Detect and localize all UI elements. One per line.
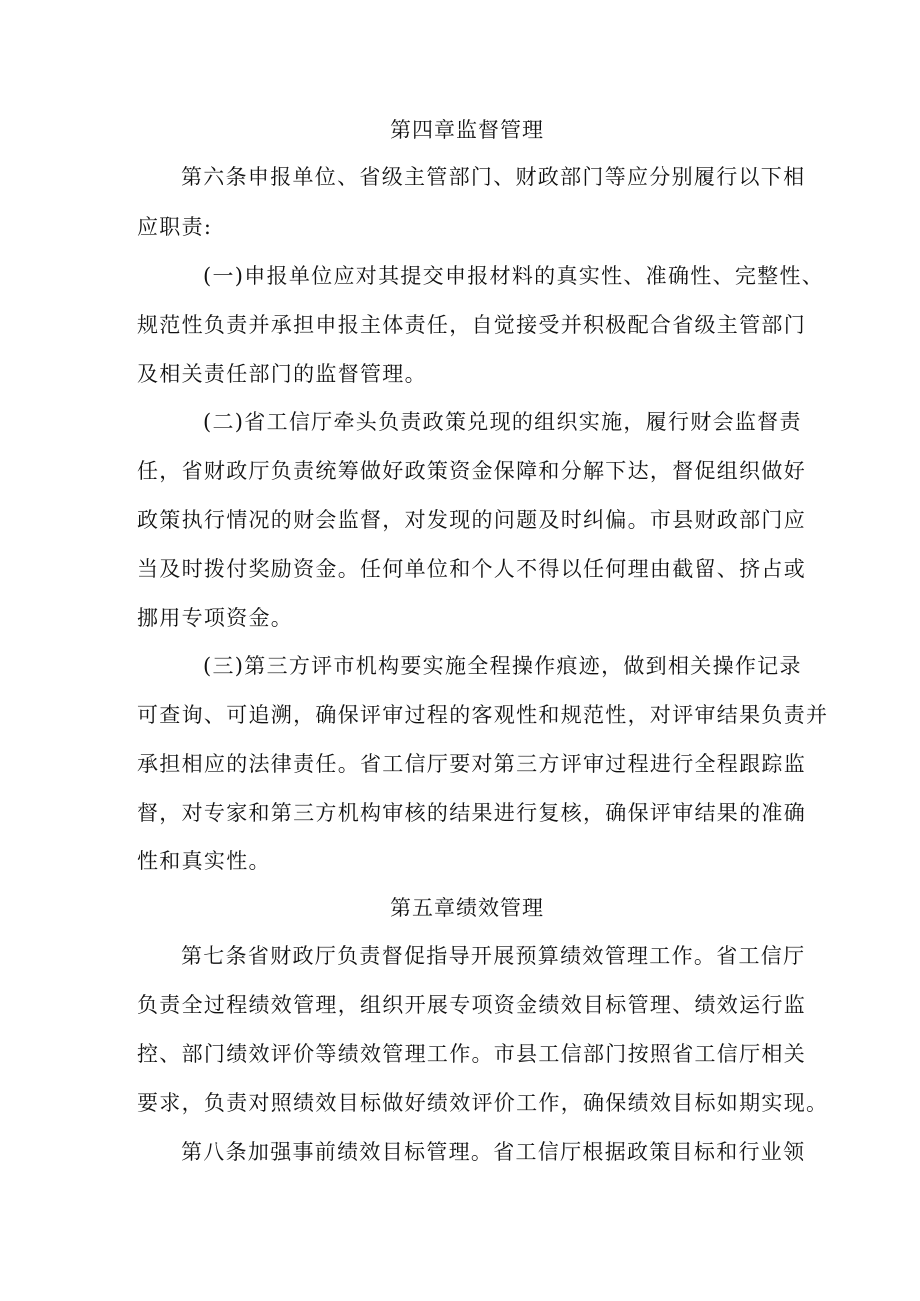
article-6-line-1: 第六条申报单位、省级主管部门、财政部门等应分别履行以下相	[181, 165, 806, 189]
article-8-line-1: 第八条加强事前绩效目标管理。省工信厅根据政策目标和行业领	[181, 1140, 806, 1164]
article-6-line-2: 应职责:	[137, 215, 213, 239]
item-2-line-5: 挪用专项资金。	[137, 606, 294, 630]
chapter-5-title: 第五章绩效管理	[390, 896, 544, 920]
item-3-line-2: 可查询、可追溯，确保评审过程的客观性和规范性，对评审结果负责并	[137, 703, 829, 727]
article-7-line-2: 负责全过程绩效管理，组织开展专项资金绩效目标管理、绩效运行监	[137, 993, 806, 1017]
chapter-4-title: 第四章监督管理	[390, 118, 544, 142]
article-7-line-4: 要求，负责对照绩效目标做好绩效评价工作，确保绩效目标如期实现。	[137, 1091, 829, 1115]
item-3-line-4: 督，对专家和第三方机构审核的结果进行复核，确保评审结果的准确	[137, 801, 806, 825]
item-2-line-3: 政策执行情况的财会监督，对发现的问题及时纠偏。市县财政部门应	[137, 508, 806, 532]
item-2-line-1: (二)省工信厅牵头负责政策兑现的组织实施，履行财会监督责	[203, 410, 802, 434]
item-2-line-2: 任，省财政厅负责统筹做好政策资金保障和分解下达，督促组织做好	[137, 459, 806, 483]
article-7-line-1: 第七条省财政厅负责督促指导开展预算绩效管理工作。省工信厅	[181, 944, 806, 968]
article-7-line-3: 控、部门绩效评价等绩效管理工作。市县工信部门按照省工信厅相关	[137, 1042, 806, 1066]
item-3-line-3: 承担相应的法律责任。省工信厅要对第三方评审过程进行全程跟踪监	[137, 752, 806, 776]
item-1-line-3: 及相关责任部门的监督管理。	[137, 362, 427, 386]
item-1-line-2: 规范性负责并承担申报主体责任，自觉接受并积极配合省级主管部门	[137, 313, 806, 337]
item-3-line-5: 性和真实性。	[137, 849, 271, 873]
item-1-line-1: (一)申报单位应对其提交申报材料的真实性、准确性、完整性、	[203, 264, 825, 288]
item-3-line-1: (三)第三方评市机构要实施全程操作痕迹，做到相关操作记录	[203, 654, 802, 678]
item-2-line-4: 当及时拨付奖励资金。任何单位和个人不得以任何理由截留、挤占或	[137, 557, 806, 581]
